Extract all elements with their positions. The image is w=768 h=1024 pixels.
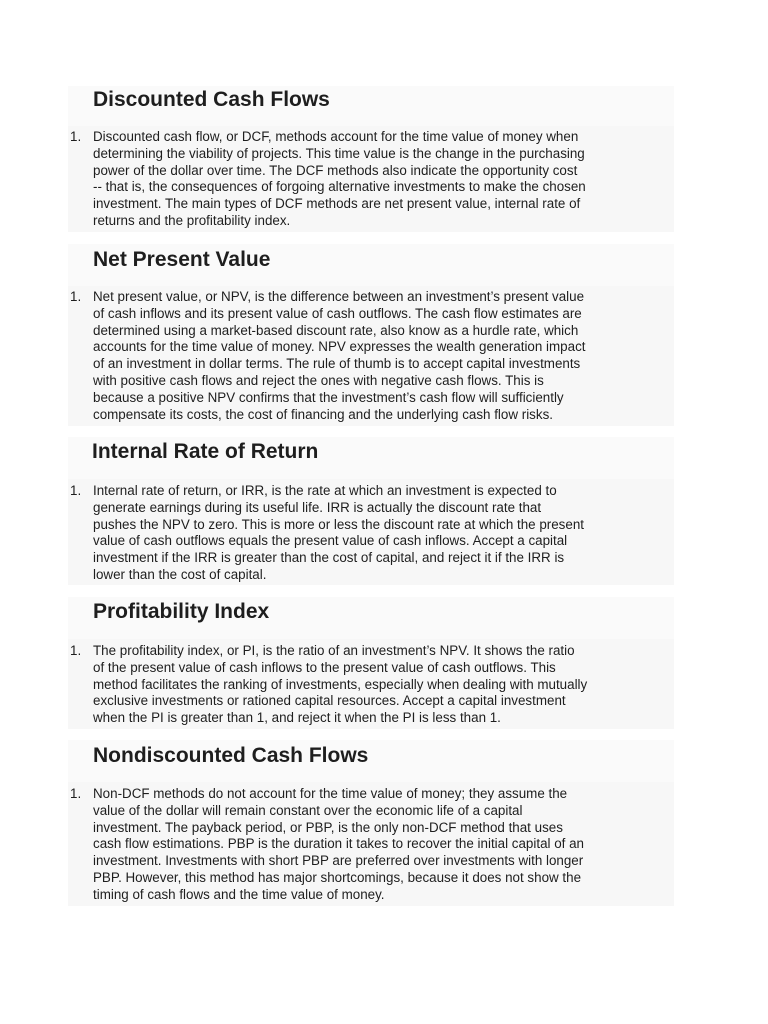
list-item-number: 1. bbox=[70, 483, 82, 498]
section-heading: Profitability Index bbox=[93, 600, 270, 623]
text-line: because a positive NPV confirms that the investment’s cash flow will sufficiently bbox=[93, 389, 564, 405]
list-item-number: 1. bbox=[70, 786, 82, 801]
list-item-number: 1. bbox=[70, 289, 82, 304]
section-heading: Internal Rate of Return bbox=[92, 440, 319, 463]
list-item-text bbox=[93, 483, 675, 584]
text-line: Discounted cash flow, or DCF, methods account for the time value of money when bbox=[93, 129, 579, 144]
text-line: investment. The main types of DCF methods are net present value, internal rate of bbox=[93, 196, 581, 212]
list-item-number: 1. bbox=[70, 129, 82, 144]
text-line: with positive cash flows and reject the ones with negative cash flows. This is bbox=[93, 372, 544, 388]
text-line: PBP. However, this method has major shortcomings, because it does not show the bbox=[93, 869, 582, 885]
text-line: investment. Investments with short PBP are preferred over investments with longer bbox=[93, 853, 584, 869]
text-line: accounts for the time value of money. NPV expresses the wealth generation impact bbox=[93, 339, 586, 355]
list-item-text bbox=[93, 129, 675, 230]
text-line: Internal rate of return, or IRR, is the rate at which an investment is expected to bbox=[93, 483, 557, 498]
list-item-text bbox=[93, 786, 675, 904]
text-line: method facilitates the ranking of investments, especially when dealing with mutually bbox=[93, 676, 588, 692]
list-item-text bbox=[93, 643, 675, 727]
text-line: of the present value of cash inflows to the present value of cash outflows. This bbox=[93, 659, 556, 675]
text-line: Non-DCF methods do not account for the time value of money; they assume the bbox=[93, 786, 568, 801]
text-line: exclusive investments or rationed capital resources. Accept a capital investment bbox=[93, 693, 566, 709]
list-item-text bbox=[93, 289, 675, 423]
text-line: pushes the NPV to zero. This is more or less the discount rate at which the present bbox=[93, 516, 584, 532]
text-line: value of the dollar will remain constant over the economic life of a capital bbox=[93, 802, 523, 818]
section-heading: Net Present Value bbox=[93, 248, 271, 271]
text-line: -- that is, the consequences of forgoing alternative investments to make the chosen bbox=[93, 179, 586, 195]
text-line: generate earnings during its useful life. IRR is actually the discount rate that bbox=[93, 499, 542, 515]
text-line: when the PI is greater than 1, and reject it when the PI is less than 1. bbox=[93, 710, 501, 726]
text-line: The profitability index, or PI, is the ratio of an investment’s NPV. It shows the ratio bbox=[93, 643, 575, 658]
text-line: lower than the cost of capital. bbox=[93, 566, 267, 582]
text-line: determined using a market-based discount rate, also know as a hurdle rate, which bbox=[93, 322, 579, 338]
text-line: of an investment in dollar terms. The rule of thumb is to accept capital investments bbox=[93, 356, 581, 372]
section-heading: Nondiscounted Cash Flows bbox=[93, 744, 369, 767]
section-heading: Discounted Cash Flows bbox=[93, 88, 330, 111]
text-line: value of cash outflows equals the present value of cash inflows. Accept a capital bbox=[93, 533, 568, 549]
list-item-number: 1. bbox=[70, 643, 82, 658]
text-line: cash flow estimations. PBP is the duration it takes to recover the initial capital of an bbox=[93, 836, 584, 852]
text-line: returns and the profitability index. bbox=[93, 212, 291, 228]
text-line: power of the dollar over time. The DCF methods also indicate the opportunity cost bbox=[93, 162, 578, 178]
text-line: compensate its costs, the cost of financing and the underlying cash flow risks. bbox=[93, 406, 553, 422]
text-line: of cash inflows and its present value of cash outflows. The cash flow estimates are bbox=[93, 305, 582, 321]
text-line: investment. The payback period, or PBP, is the only non-DCF method that uses bbox=[93, 819, 563, 835]
text-line: investment if the IRR is greater than the cost of capital, and reject it if the IRR is bbox=[93, 550, 565, 566]
text-line: timing of cash flows and the time value of money. bbox=[93, 886, 385, 902]
text-line: Net present value, or NPV, is the difference between an investment’s present value bbox=[93, 289, 585, 304]
text-line: determining the viability of projects. This time value is the change in the purchasing bbox=[93, 145, 585, 161]
